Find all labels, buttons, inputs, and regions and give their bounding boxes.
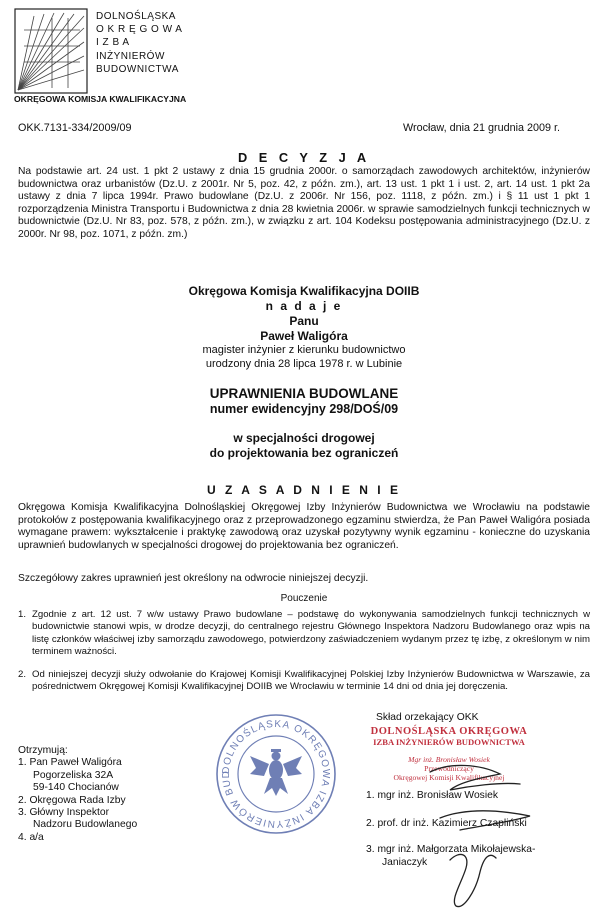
stamp-line: DOLNOŚLĄSKA OKRĘGOWA [370,726,528,737]
seal-graphic [214,712,338,836]
recipient-line: 1. Pan Paweł Waligóra [18,757,122,769]
recipient-line: 4. a/a [18,831,44,843]
recipient-line: 3. Główny Inspektor [18,807,109,819]
permit-speciality: w specjalności drogowej [233,431,375,445]
committee-member: 2. prof. dr inż. Kazimierz Czapliński [366,818,527,829]
instructions-title: Pouczenie [280,593,328,604]
permit-scope: do projektowania bez ograniczeń [209,446,399,460]
chamber-name-line: INŻYNIERÓW [96,50,165,62]
signature-graphic [420,760,560,910]
eagle-emblem-icon [250,749,302,796]
grantee-birth: urodzony dnia 28 lipca 1978 r. w Lubinie [205,358,403,370]
justification-paragraph: Okręgowa Komisja Kwalifikacyjna Dolnośląskiej Okręgowej Izby Inżynierów Budownictwa we Wrocławiu na podstawie protokołów z postępowania kwalifikacyjnego oraz z przeprowadzonego egzaminu stwierdza, że Pan Paweł Waligóra posiada wymagane prawem: wykształcenie i praktykę zawodową oraz uzyskał pozytywny wynik egzaminu - konieczne do uzyskania uprawnień budowlanych w specjalności drogowej do projektowania bez ograniczeń. [18,502,590,551]
justification-detail: Szczegółowy zakres uprawnień jest określony na odwrocie niniejszej decyzji. [18,573,369,584]
recipients-list [18,745,137,844]
committee-member: 3. mgr inż. Małgorzata Mikołajewska- [366,844,536,855]
chamber-logo [14,8,88,94]
granting-body: Okręgowa Komisja Kwalifikacyjna DOIIB [188,284,420,298]
permit-number: numer ewidencyjny 298/DOŚ/09 [209,402,399,416]
permit-title: UPRAWNIENIA BUDOWLANE [209,386,399,401]
recipient-line: Pogorzeliska 32A [33,769,114,781]
recipient-line: 59-140 Chocianów [33,782,119,794]
chamber-name-line: BUDOWNICTWA [96,63,179,75]
recipients-title: Otrzymują: [18,745,68,756]
grantee-degree: magister inżynier z kierunku budownictwo [202,344,406,356]
instruction-number: 1. [18,609,27,620]
grant-verb: n a d a j e [265,299,343,313]
stamp-line: Okręgowej Komisji Kwalifikacyjnej [393,773,505,782]
grantee-name: Paweł Waligóra [260,329,348,343]
document-title: D E C Y Z J A [237,150,371,165]
legal-basis-paragraph: Na podstawie art. 24 ust. 1 pkt 2 ustawy z dnia 15 grudnia 2000r. o samorządach zawodowych architektów, inżynierów budownictwa oraz urbanistów (Dz.U. z 2001r. Nr 5, poz. 42, z późn. zm.), art. 13 ust. 1 pkt 1 i ust. 2, art. 14 ust. 1 pkt 2a ustawy z dnia 7 lipca 1994r. Prawo budowlane (Dz.U. z 2006r. Nr 156, poz. 1118, z późn. zm.) i § 11 ust 1 pkt 1 rozporządzenia Ministra Transportu i Budownictwa z dnia 28 kwietnia 2006r. w sprawie samodzielnych funkcji technicznych w budownictwie (Dz.U. Nr 83, poz. 578, z późn. zm.), w związku z art. 104 Kodeksu postępowania administracyjnego (Dz.U. z 2000r. Nr 98, poz. 1071, z późn. zm.) [18,166,590,240]
chamber-name-line: I Z B A [96,37,130,49]
recipient-line: 2. Okręgowa Rada Izby [18,794,126,806]
recipient-line: Nadzoru Budowlanego [33,819,138,831]
commission-name: OKRĘGOWA KOMISJA KWALIFIKACYJNA [14,94,187,104]
instruction-text: Od niniejszej decyzji służy odwołanie do Krajowej Komisji Kwalifikacyjnej Polskiej Izby Inżynierów Budownictwa w Warszawie, za pośrednictwem Okręgowej Komisji Kwalifikacyjnej DOIIB we Wrocławiu w terminie 14 dni od dnia jej doręczenia. [32,669,590,693]
committee-member-continued: Janiaczyk [382,857,428,868]
seal-ring-text: DOLNOŚLĄSKA OKRĘGOWA IZBA INŻYNIERÓW BUD [220,718,332,830]
stamp-line: Mgr inż. Bronisław Wosiek [408,755,490,764]
stamp-line: IZBA INŻYNIERÓW BUDOWNICTWA [373,737,525,747]
committee-title: Skład orzekający OKK [376,712,479,723]
stamp-line: Przewodniczący [424,764,474,773]
reference-number: OKK.7131-334/2009/09 [18,122,132,134]
chamber-logo-graphic [14,8,88,94]
document-date: Wrocław, dnia 21 grudnia 2009 r. [403,122,561,134]
grant-addressee-title: Panu [289,314,319,328]
committee-member: 1. mgr inż. Bronisław Wosiek [366,790,498,801]
chamber-name-line: O K R Ę G O W A [96,24,183,36]
chamber-name-line: DOLNOŚLĄSKA [96,11,176,22]
instruction-number: 2. [18,669,27,680]
instruction-text: Zgodnie z art. 12 ust. 7 w/w ustawy Prawo budowlane – podstawę do wykonywania samodzielnych funkcji technicznych w budownictwie stanowi wpis, w drodze decyzji, do centralnego rejestru Głównego Inspektora Nadzoru Budowlanego oraz wpis na listę członków właściwej izby samorządu zawodowego, potwierdzony zaświadczeniem wydanym przez tę izbę, z określonym w nim terminem ważności. [32,609,590,658]
justification-title: U Z A S A D N I E N I E [207,483,401,497]
chamber-name [96,10,182,76]
official-seal [214,712,338,836]
handwritten-signature [420,760,560,910]
